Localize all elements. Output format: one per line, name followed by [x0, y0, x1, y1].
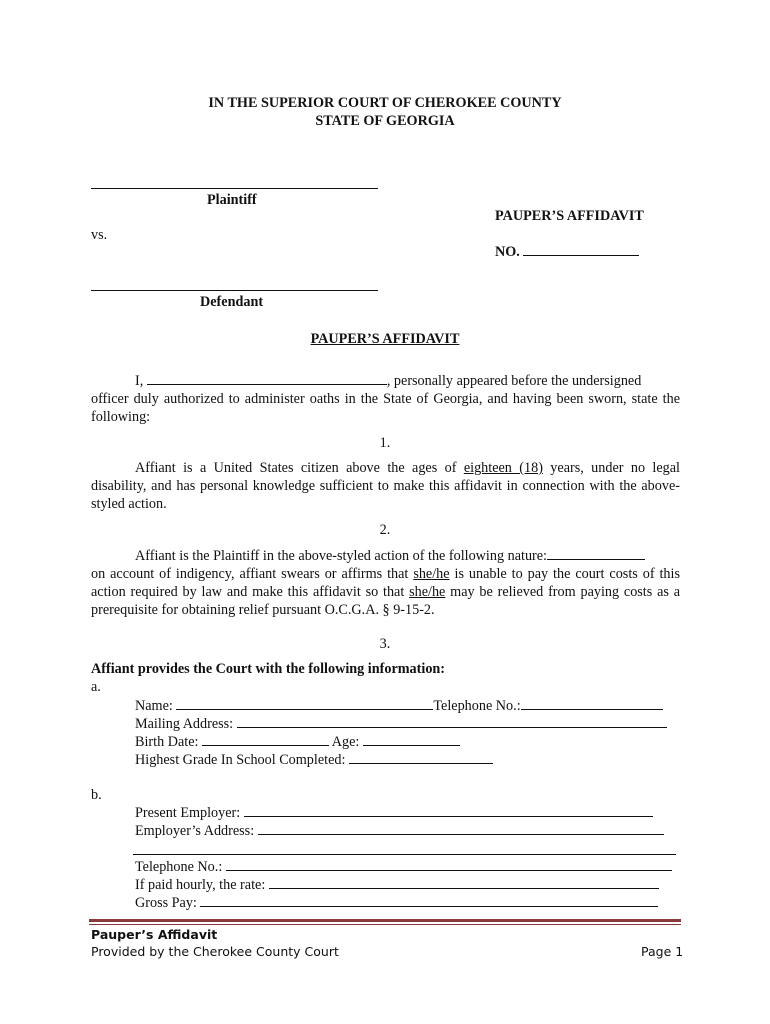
- section-2-paragraph: [91, 547, 680, 619]
- intro-lead: I,: [135, 373, 144, 389]
- section-1-underlined: eighteen (18): [463, 460, 543, 476]
- intro-rest: officer duly authorized to administer oaths in the State of Georgia, and having been sworn, state the following:: [91, 391, 680, 425]
- page-number: Page 1: [641, 944, 684, 959]
- hourly-row: [135, 876, 659, 894]
- section-1-paragraph: [91, 459, 680, 513]
- employer-row: [135, 804, 653, 822]
- intro-rest-line1: , personally appeared before the undersigned: [386, 373, 642, 389]
- birth-date-label: Birth Date:: [135, 734, 199, 750]
- section-3-number: 3.: [379, 636, 391, 652]
- section-2-text-c: is unable to pay the court costs of this action required by law and make this affidavit so that: [91, 566, 680, 600]
- section-2-text-d: may be relieved from paying costs as a prerequisite for obtaining relief pursuant O.C.G.A. § 9-15-2.: [91, 584, 681, 618]
- footer-subtitle: Provided by the Cherokee County Court: [91, 944, 339, 959]
- grade-field[interactable]: [349, 751, 493, 764]
- section-2-text-a: Affiant is the Plaintiff in the above-styled action of the following nature:: [135, 548, 547, 564]
- name-label: Name:: [135, 698, 173, 714]
- name-field[interactable]: [176, 697, 433, 710]
- hourly-rate-field[interactable]: [269, 876, 659, 889]
- employer-address-field[interactable]: [258, 822, 664, 835]
- footer-title: Pauper’s Affidavit: [91, 927, 218, 942]
- section-1-text-a: Affiant is a United States citizen above the ages of: [135, 460, 464, 476]
- footer-rule-thin: [89, 924, 681, 925]
- vs-label: vs.: [91, 227, 108, 243]
- employer-address-row: [135, 822, 664, 840]
- age-label: Age:: [331, 734, 360, 750]
- section-1-number: 1.: [379, 435, 391, 451]
- subsection-b-label: b.: [91, 787, 102, 803]
- grade-row: [135, 751, 493, 769]
- action-nature-blank[interactable]: [547, 547, 645, 560]
- case-number: [495, 243, 639, 261]
- plaintiff-name-line[interactable]: [91, 188, 378, 189]
- age-field[interactable]: [363, 733, 460, 746]
- footer-rule: [89, 919, 681, 922]
- info-heading: Affiant provides the Court with the following information:: [91, 661, 446, 677]
- telephone-field[interactable]: [521, 697, 663, 710]
- section-2-pronoun-2: she/he: [409, 584, 446, 600]
- subsection-a-label: a.: [91, 679, 101, 695]
- document-title: PAUPER’S AFFIDAVIT: [310, 331, 460, 347]
- affiant-name-blank[interactable]: [147, 372, 387, 385]
- intro-paragraph: [91, 372, 680, 426]
- grade-label: Highest Grade In School Completed:: [135, 752, 346, 768]
- section-2-pronoun-1: she/he: [413, 566, 450, 582]
- employer-phone-field[interactable]: [226, 858, 672, 871]
- defendant-name-line[interactable]: [91, 290, 378, 291]
- section-2-number: 2.: [379, 522, 391, 538]
- telephone-label: Telephone No.:: [433, 698, 521, 714]
- court-heading: IN THE SUPERIOR COURT OF CHEROKEE COUNTY: [208, 95, 562, 111]
- birth-date-field[interactable]: [202, 733, 329, 746]
- employer-label: Present Employer:: [135, 805, 241, 821]
- employer-phone-label: Telephone No.:: [135, 859, 223, 875]
- name-row: [135, 697, 663, 715]
- case-number-label: NO.: [495, 244, 520, 260]
- section-1-text-b: years, under no legal disability, and has personal knowledge sufficient to make this affidavit in connection with the above-styled action.: [91, 460, 680, 512]
- gross-pay-field[interactable]: [200, 894, 658, 907]
- case-number-blank[interactable]: [523, 243, 639, 256]
- state-heading: STATE OF GEORGIA: [315, 113, 455, 129]
- birth-row: [135, 733, 460, 751]
- mailing-address-field[interactable]: [237, 715, 667, 728]
- caption-doc-type: PAUPER’S AFFIDAVIT: [495, 208, 644, 224]
- section-2-text-b: on account of indigency, affiant swears or affirms that: [91, 566, 414, 582]
- defendant-label: Defendant: [200, 294, 264, 310]
- hourly-rate-label: If paid hourly, the rate:: [135, 877, 266, 893]
- employer-field[interactable]: [244, 804, 653, 817]
- employer-phone-row: [135, 858, 672, 876]
- gross-pay-label: Gross Pay:: [135, 895, 197, 911]
- gross-row: [135, 894, 658, 912]
- mailing-label: Mailing Address:: [135, 716, 234, 732]
- plaintiff-label: Plaintiff: [207, 192, 257, 208]
- employer-address-line-2[interactable]: [133, 854, 676, 855]
- mailing-row: [135, 715, 667, 733]
- employer-address-label: Employer’s Address:: [135, 823, 255, 839]
